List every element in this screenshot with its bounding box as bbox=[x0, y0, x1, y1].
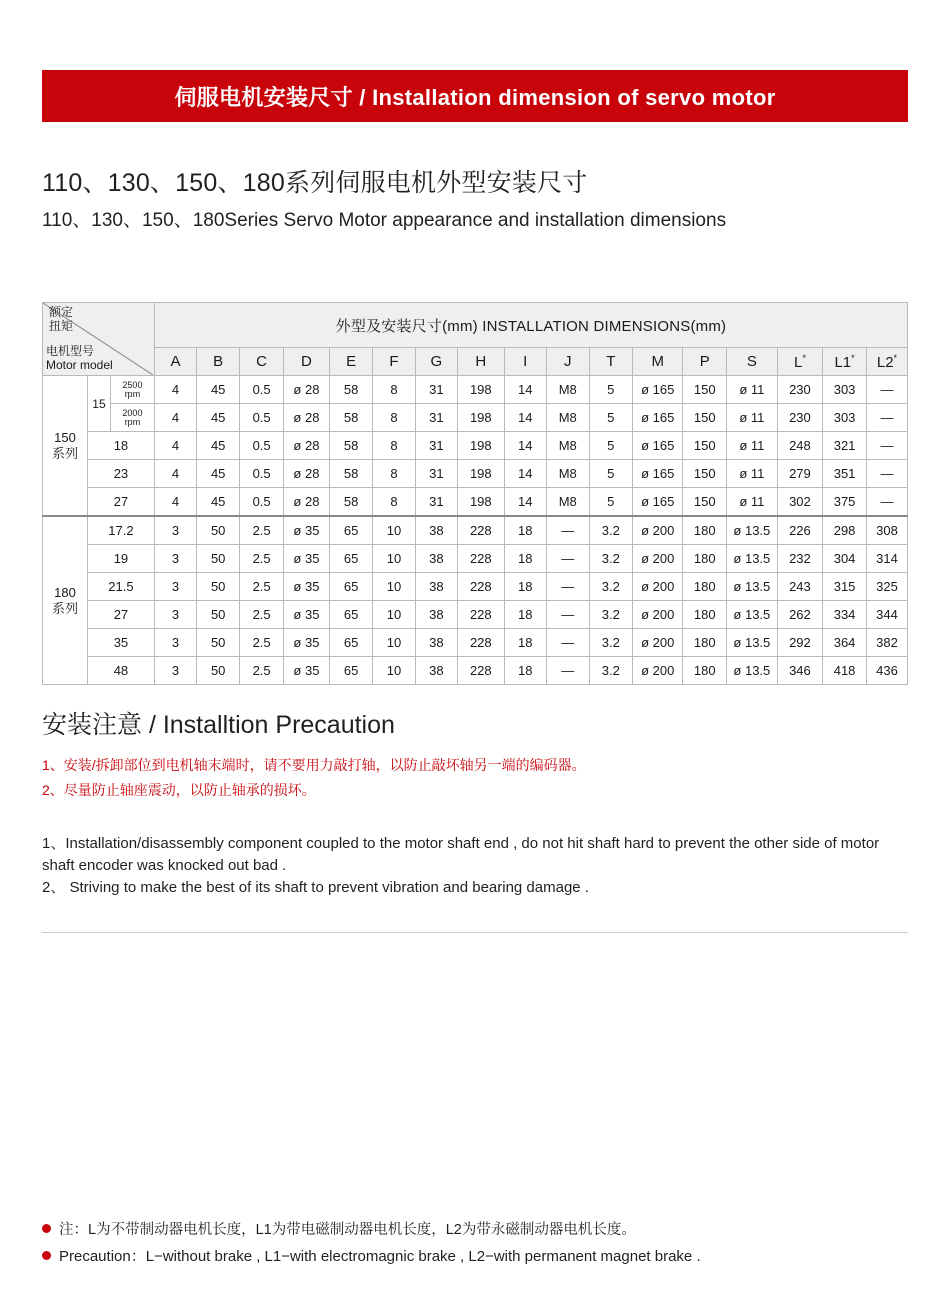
cell-J: — bbox=[546, 629, 589, 657]
cell-M: ø 165 bbox=[633, 432, 683, 460]
cell-B: 50 bbox=[197, 516, 240, 545]
cell-L: 279 bbox=[777, 460, 823, 488]
cell-L: 248 bbox=[777, 432, 823, 460]
cell-I: 18 bbox=[504, 573, 546, 601]
cell-F: 10 bbox=[373, 516, 415, 545]
column-header-I: I bbox=[504, 348, 546, 376]
column-header-F: F bbox=[373, 348, 415, 376]
cell-S: ø 11 bbox=[727, 404, 778, 432]
cell-L1: 315 bbox=[823, 573, 867, 601]
table-row bbox=[43, 376, 908, 404]
cell-C: 2.5 bbox=[240, 573, 284, 601]
cell-J: — bbox=[546, 545, 589, 573]
cell-F: 10 bbox=[373, 629, 415, 657]
cell-D: ø 35 bbox=[283, 629, 329, 657]
cell-J: — bbox=[546, 657, 589, 685]
cell-L1: 321 bbox=[823, 432, 867, 460]
cell-P: 150 bbox=[683, 460, 727, 488]
page-title: 伺服电机安装尺寸 / Installation dimension of servo motor bbox=[174, 84, 776, 110]
cell-I: 14 bbox=[504, 460, 546, 488]
corner-diagonal-cell bbox=[43, 303, 153, 375]
cell-L: 243 bbox=[777, 573, 823, 601]
cell-G: 31 bbox=[415, 404, 457, 432]
cell-A: 3 bbox=[154, 657, 196, 685]
cell-T: 5 bbox=[589, 460, 633, 488]
cell-G: 31 bbox=[415, 376, 457, 404]
cell-P: 180 bbox=[683, 545, 727, 573]
cell-F: 8 bbox=[373, 404, 415, 432]
cell-E: 65 bbox=[330, 601, 373, 629]
cell-I: 14 bbox=[504, 404, 546, 432]
cell-J: — bbox=[546, 601, 589, 629]
cell-P: 150 bbox=[683, 488, 727, 517]
cell-D: ø 28 bbox=[283, 460, 329, 488]
base-35: 35 bbox=[87, 629, 154, 657]
cell-A: 3 bbox=[154, 629, 196, 657]
cell-C: 2.5 bbox=[240, 545, 284, 573]
cell-E: 58 bbox=[330, 376, 373, 404]
base-19: 19 bbox=[87, 545, 154, 573]
footer-note-chinese bbox=[42, 1218, 922, 1239]
base-27-180: 27 bbox=[87, 601, 154, 629]
column-header-L2: L2* bbox=[866, 348, 907, 376]
cell-L1: 375 bbox=[823, 488, 867, 517]
cell-D: ø 35 bbox=[283, 573, 329, 601]
footer-notes bbox=[42, 1218, 922, 1272]
base-48: 48 bbox=[87, 657, 154, 685]
column-header-T: T bbox=[589, 348, 633, 376]
cell-C: 2.5 bbox=[240, 516, 284, 545]
cell-G: 38 bbox=[415, 516, 457, 545]
precaution-chinese-block bbox=[42, 753, 586, 802]
cell-D: ø 28 bbox=[283, 376, 329, 404]
corner-label-model: 电机型号 Motor model bbox=[46, 344, 113, 373]
cell-G: 31 bbox=[415, 432, 457, 460]
cell-F: 8 bbox=[373, 488, 415, 517]
precaution-title: 安装注意 / Installtion Precaution bbox=[42, 711, 395, 739]
cell-G: 31 bbox=[415, 460, 457, 488]
table-row bbox=[43, 657, 908, 685]
cell-A: 3 bbox=[154, 516, 196, 545]
column-header-P: P bbox=[683, 348, 727, 376]
cell-S: ø 13.5 bbox=[727, 629, 778, 657]
cell-G: 38 bbox=[415, 629, 457, 657]
cell-I: 18 bbox=[504, 545, 546, 573]
series-group-150: 150 系列 bbox=[43, 376, 88, 517]
base-27: 27 bbox=[87, 488, 154, 517]
cell-M: ø 200 bbox=[633, 545, 683, 573]
column-header-A: A bbox=[154, 348, 196, 376]
cell-J: M8 bbox=[546, 460, 589, 488]
base-18: 18 bbox=[87, 432, 154, 460]
rpm-2000: 2000 rpm bbox=[110, 404, 154, 432]
cell-S: ø 13.5 bbox=[727, 545, 778, 573]
base-23: 23 bbox=[87, 460, 154, 488]
cell-H: 198 bbox=[458, 460, 505, 488]
cell-H: 228 bbox=[458, 516, 505, 545]
corner-label-torque: 额定 扭矩 bbox=[49, 305, 74, 333]
series-group-180: 180 系列 bbox=[43, 516, 88, 685]
footer-note-cn-text: 注：L为不带制动器电机长度，L1为带电磁制动器电机长度，L2为带永磁制动器电机长度。 bbox=[59, 1222, 636, 1238]
table-row bbox=[43, 545, 908, 573]
column-header-S: S bbox=[727, 348, 778, 376]
cell-S: ø 13.5 bbox=[727, 516, 778, 545]
cell-C: 2.5 bbox=[240, 629, 284, 657]
cell-P: 150 bbox=[683, 376, 727, 404]
horizontal-divider bbox=[42, 932, 908, 933]
cell-L: 230 bbox=[777, 404, 823, 432]
cell-A: 4 bbox=[154, 376, 196, 404]
section-title-chinese: 110、130、150、180系列伺服电机外型安装尺寸 bbox=[42, 169, 588, 197]
cell-H: 228 bbox=[458, 657, 505, 685]
cell-A: 3 bbox=[154, 545, 196, 573]
cell-L2: 325 bbox=[866, 573, 907, 601]
cell-D: ø 28 bbox=[283, 488, 329, 517]
cell-L: 346 bbox=[777, 657, 823, 685]
cell-P: 150 bbox=[683, 432, 727, 460]
cell-C: 0.5 bbox=[240, 460, 284, 488]
cell-B: 50 bbox=[197, 657, 240, 685]
cell-A: 3 bbox=[154, 601, 196, 629]
cell-I: 18 bbox=[504, 629, 546, 657]
cell-E: 65 bbox=[330, 545, 373, 573]
table-row bbox=[43, 629, 908, 657]
cell-H: 228 bbox=[458, 545, 505, 573]
cell-T: 5 bbox=[589, 488, 633, 517]
cell-D: ø 35 bbox=[283, 516, 329, 545]
cell-M: ø 165 bbox=[633, 488, 683, 517]
cell-P: 180 bbox=[683, 516, 727, 545]
cell-G: 31 bbox=[415, 488, 457, 517]
cell-L1: 351 bbox=[823, 460, 867, 488]
cell-L: 226 bbox=[777, 516, 823, 545]
cell-L2: 308 bbox=[866, 516, 907, 545]
cell-E: 65 bbox=[330, 629, 373, 657]
cell-C: 2.5 bbox=[240, 657, 284, 685]
cell-G: 38 bbox=[415, 657, 457, 685]
cell-E: 65 bbox=[330, 657, 373, 685]
cell-M: ø 165 bbox=[633, 376, 683, 404]
precaution-cn-line-1: 1、安装/拆卸部位到电机轴末端时，请不要用力敲打轴，以防止敲坏轴另一端的编码器。 bbox=[42, 757, 586, 773]
rpm-2500: 2500 rpm bbox=[110, 376, 154, 404]
cell-I: 14 bbox=[504, 432, 546, 460]
cell-S: ø 13.5 bbox=[727, 601, 778, 629]
cell-L1: 298 bbox=[823, 516, 867, 545]
precaution-cn-line-2: 2、尽量防止轴座震动，以防止轴承的损坏。 bbox=[42, 781, 316, 798]
cell-I: 18 bbox=[504, 657, 546, 685]
column-header-H: H bbox=[458, 348, 505, 376]
cell-H: 228 bbox=[458, 629, 505, 657]
cell-C: 0.5 bbox=[240, 404, 284, 432]
cell-B: 50 bbox=[197, 573, 240, 601]
footer-note-english bbox=[42, 1245, 922, 1266]
bullet-icon bbox=[42, 1251, 51, 1260]
section-title-english: 110、130、150、180Series Servo Motor appearance and installation dimensions bbox=[42, 210, 727, 231]
cell-F: 10 bbox=[373, 601, 415, 629]
column-header-G: G bbox=[415, 348, 457, 376]
cell-J: M8 bbox=[546, 432, 589, 460]
cell-C: 0.5 bbox=[240, 488, 284, 517]
cell-T: 5 bbox=[589, 376, 633, 404]
cell-B: 50 bbox=[197, 545, 240, 573]
cell-H: 198 bbox=[458, 432, 505, 460]
l-superscript: * bbox=[802, 352, 806, 363]
cell-L: 230 bbox=[777, 376, 823, 404]
cell-F: 8 bbox=[373, 376, 415, 404]
table-row bbox=[43, 488, 908, 517]
cell-H: 198 bbox=[458, 376, 505, 404]
cell-E: 65 bbox=[330, 516, 373, 545]
column-header-E: E bbox=[330, 348, 373, 376]
cell-C: 0.5 bbox=[240, 376, 284, 404]
cell-E: 58 bbox=[330, 460, 373, 488]
cell-A: 4 bbox=[154, 432, 196, 460]
column-header-J: J bbox=[546, 348, 589, 376]
cell-J: — bbox=[546, 516, 589, 545]
table-row bbox=[43, 516, 908, 545]
cell-L2: 314 bbox=[866, 545, 907, 573]
column-header-C: C bbox=[240, 348, 284, 376]
cell-G: 38 bbox=[415, 545, 457, 573]
column-header-M: M bbox=[633, 348, 683, 376]
precaution-en-line-2: 2、 Striving to make the best of its shaft to prevent vibration and bearing damage . bbox=[42, 878, 589, 896]
bullet-icon bbox=[42, 1224, 51, 1233]
cell-B: 45 bbox=[197, 460, 240, 488]
cell-B: 50 bbox=[197, 601, 240, 629]
cell-M: ø 165 bbox=[633, 460, 683, 488]
cell-L2: — bbox=[866, 404, 907, 432]
cell-A: 4 bbox=[154, 488, 196, 517]
cell-L1: 418 bbox=[823, 657, 867, 685]
cell-L: 292 bbox=[777, 629, 823, 657]
cell-L2: 382 bbox=[866, 629, 907, 657]
cell-M: ø 200 bbox=[633, 629, 683, 657]
cell-A: 3 bbox=[154, 573, 196, 601]
cell-L2: — bbox=[866, 376, 907, 404]
table-row bbox=[43, 573, 908, 601]
cell-C: 0.5 bbox=[240, 432, 284, 460]
cell-M: ø 200 bbox=[633, 657, 683, 685]
column-header-L1: L1* bbox=[823, 348, 867, 376]
table-row bbox=[43, 601, 908, 629]
cell-L: 262 bbox=[777, 601, 823, 629]
cell-S: ø 11 bbox=[727, 432, 778, 460]
column-header-L: L* bbox=[777, 348, 823, 376]
cell-P: 180 bbox=[683, 657, 727, 685]
cell-D: ø 35 bbox=[283, 601, 329, 629]
cell-L: 232 bbox=[777, 545, 823, 573]
cell-G: 38 bbox=[415, 573, 457, 601]
cell-I: 14 bbox=[504, 488, 546, 517]
cell-L: 302 bbox=[777, 488, 823, 517]
dimension-table-wrapper bbox=[42, 302, 908, 685]
cell-F: 10 bbox=[373, 573, 415, 601]
cell-S: ø 11 bbox=[727, 376, 778, 404]
cell-H: 198 bbox=[458, 488, 505, 517]
cell-B: 45 bbox=[197, 432, 240, 460]
cell-T: 5 bbox=[589, 404, 633, 432]
cell-F: 8 bbox=[373, 460, 415, 488]
l1-superscript: * bbox=[851, 352, 855, 363]
cell-L2: — bbox=[866, 488, 907, 517]
cell-L1: 303 bbox=[823, 376, 867, 404]
cell-I: 14 bbox=[504, 376, 546, 404]
cell-P: 180 bbox=[683, 601, 727, 629]
cell-D: ø 28 bbox=[283, 432, 329, 460]
cell-E: 58 bbox=[330, 432, 373, 460]
cell-D: ø 35 bbox=[283, 657, 329, 685]
footer-note-en-text: Precaution：L−without brake , L1−with electromagnic brake , L2−with permanent magnet brake . bbox=[59, 1248, 701, 1265]
cell-E: 58 bbox=[330, 488, 373, 517]
cell-C: 2.5 bbox=[240, 601, 284, 629]
cell-M: ø 200 bbox=[633, 601, 683, 629]
cell-M: ø 165 bbox=[633, 404, 683, 432]
cell-M: ø 200 bbox=[633, 573, 683, 601]
l2-superscript: * bbox=[893, 352, 898, 363]
table-row bbox=[43, 432, 908, 460]
cell-L1: 304 bbox=[823, 545, 867, 573]
cell-H: 198 bbox=[458, 404, 505, 432]
cell-B: 50 bbox=[197, 629, 240, 657]
cell-L2: 436 bbox=[866, 657, 907, 685]
cell-A: 4 bbox=[154, 460, 196, 488]
cell-B: 45 bbox=[197, 488, 240, 517]
cell-I: 18 bbox=[504, 516, 546, 545]
table-header-row-top bbox=[43, 303, 908, 348]
table-row bbox=[43, 460, 908, 488]
cell-P: 180 bbox=[683, 573, 727, 601]
page-header-banner bbox=[42, 70, 908, 122]
cell-J: — bbox=[546, 573, 589, 601]
cell-P: 180 bbox=[683, 629, 727, 657]
torque-15: 15 bbox=[87, 376, 110, 432]
base-17-2: 17.2 bbox=[87, 516, 154, 545]
cell-D: ø 28 bbox=[283, 404, 329, 432]
installation-dimension-table bbox=[42, 302, 908, 685]
cell-T: 3.2 bbox=[589, 573, 633, 601]
cell-L1: 303 bbox=[823, 404, 867, 432]
cell-E: 65 bbox=[330, 573, 373, 601]
cell-T: 5 bbox=[589, 432, 633, 460]
cell-L1: 364 bbox=[823, 629, 867, 657]
cell-L2: 344 bbox=[866, 601, 907, 629]
cell-H: 228 bbox=[458, 601, 505, 629]
cell-J: M8 bbox=[546, 376, 589, 404]
table-corner-header bbox=[43, 303, 155, 376]
cell-F: 8 bbox=[373, 432, 415, 460]
cell-L2: — bbox=[866, 432, 907, 460]
cell-S: ø 11 bbox=[727, 460, 778, 488]
cell-T: 3.2 bbox=[589, 545, 633, 573]
cell-F: 10 bbox=[373, 657, 415, 685]
precaution-en-line-1: 1、Installation/disassembly component coupled to the motor shaft end , do not hit shaft hard to prevent the other side of motor shaft encoder was knocked out bad . bbox=[42, 835, 880, 874]
column-header-B: B bbox=[197, 348, 240, 376]
cell-L2: — bbox=[866, 460, 907, 488]
cell-J: M8 bbox=[546, 488, 589, 517]
cell-P: 150 bbox=[683, 404, 727, 432]
column-header-D: D bbox=[283, 348, 329, 376]
cell-A: 4 bbox=[154, 404, 196, 432]
base-21-5: 21.5 bbox=[87, 573, 154, 601]
cell-S: ø 13.5 bbox=[727, 573, 778, 601]
cell-S: ø 13.5 bbox=[727, 657, 778, 685]
cell-B: 45 bbox=[197, 404, 240, 432]
cell-T: 3.2 bbox=[589, 601, 633, 629]
table-header-row-columns bbox=[43, 348, 908, 376]
cell-H: 228 bbox=[458, 573, 505, 601]
cell-D: ø 35 bbox=[283, 545, 329, 573]
cell-E: 58 bbox=[330, 404, 373, 432]
cell-T: 3.2 bbox=[589, 516, 633, 545]
table-row bbox=[43, 404, 908, 432]
cell-S: ø 11 bbox=[727, 488, 778, 517]
cell-T: 3.2 bbox=[589, 657, 633, 685]
cell-G: 38 bbox=[415, 601, 457, 629]
cell-J: M8 bbox=[546, 404, 589, 432]
precaution-english-block bbox=[42, 833, 912, 898]
cell-M: ø 200 bbox=[633, 516, 683, 545]
cell-T: 3.2 bbox=[589, 629, 633, 657]
cell-I: 18 bbox=[504, 601, 546, 629]
cell-F: 10 bbox=[373, 545, 415, 573]
cell-B: 45 bbox=[197, 376, 240, 404]
cell-L1: 334 bbox=[823, 601, 867, 629]
dimensions-header-label: 外型及安装尺寸(mm) INSTALLATION DIMENSIONS(mm) bbox=[154, 303, 907, 348]
